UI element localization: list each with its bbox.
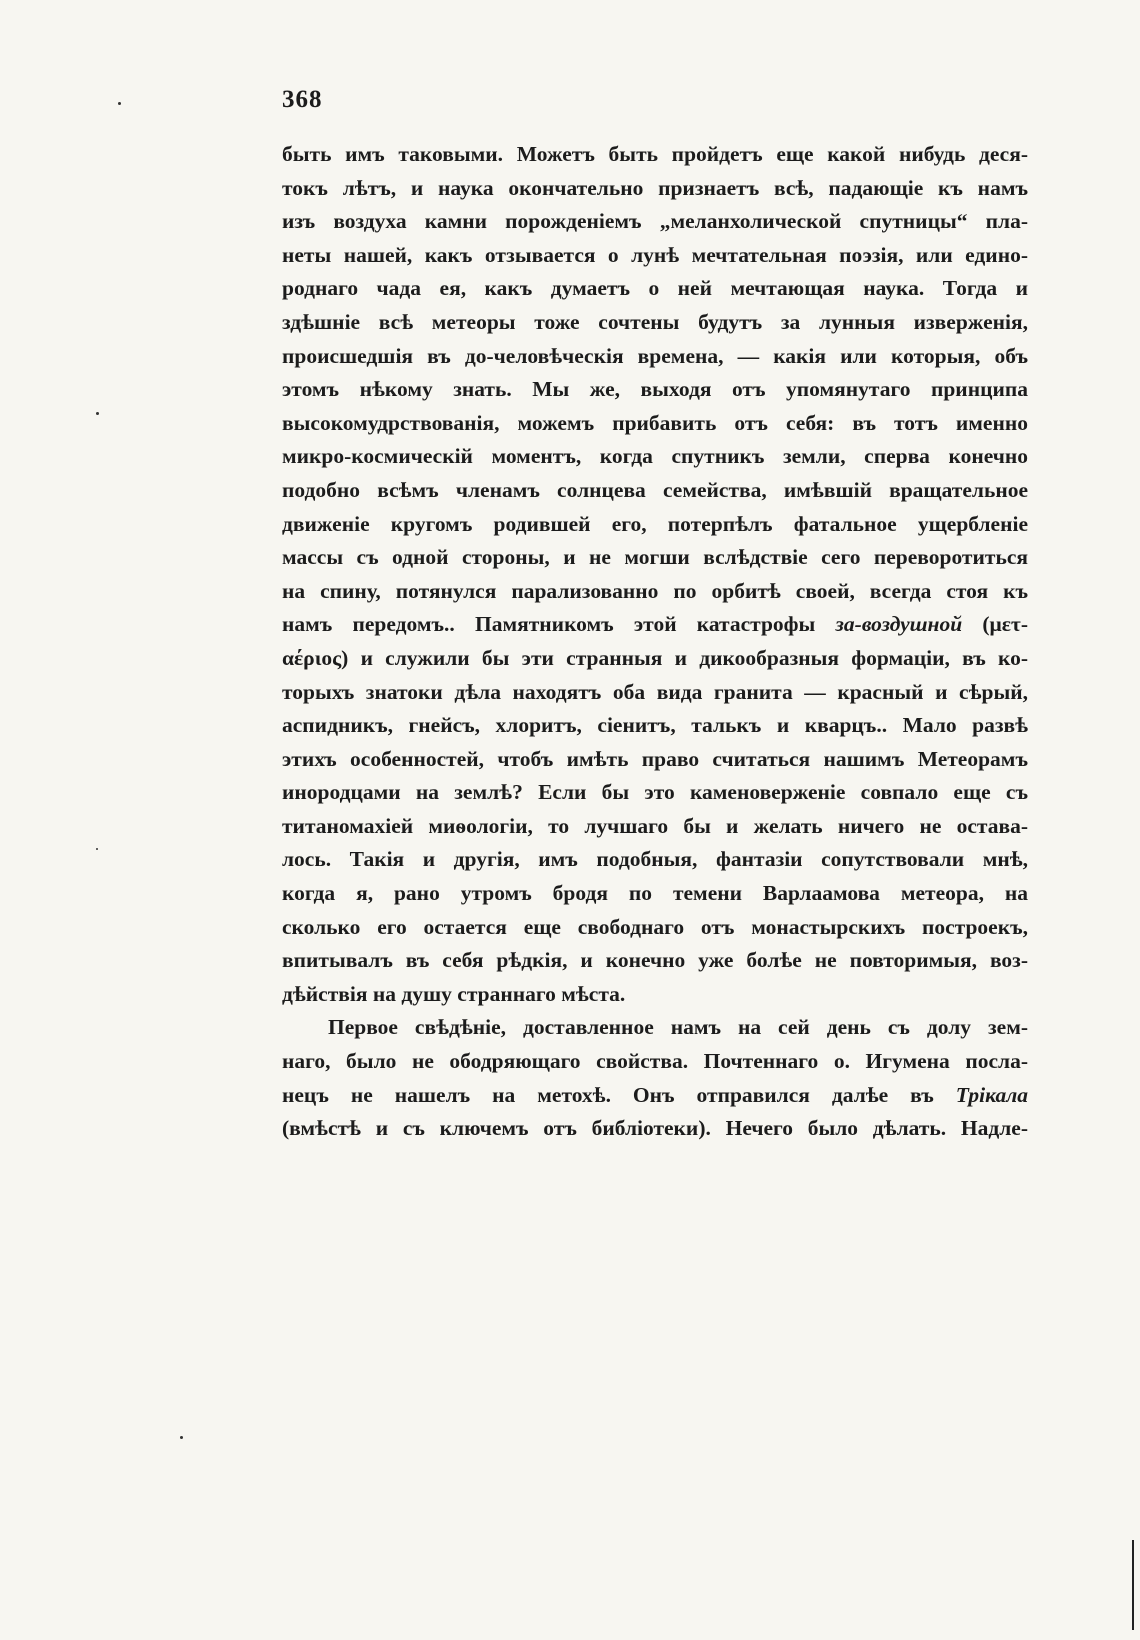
text-line: титаномахіей миѳологіи, то лучшаго бы и желать ничего не остава- (282, 813, 1028, 838)
text-line: здѣшніе всѣ метеоры тоже сочтены будутъ за лунныя изверженія, (282, 309, 1028, 334)
scan-speck (96, 412, 99, 415)
page-number: 368 (282, 86, 323, 113)
text-line: лось. Такія и другія, имъ подобныя, фантазіи сопутствовали мнѣ, (282, 847, 1028, 872)
scan-speck (96, 848, 98, 850)
text-line: массы съ одной стороны, и не могши вслѣдствіе сего перевоpотиться (282, 545, 1028, 570)
text-line: торыхъ знатоки дѣла находятъ оба вида гранита — красный и сѣрый, (282, 679, 1028, 704)
paragraph-1 (282, 138, 1028, 1011)
text-line (282, 1079, 1028, 1113)
text-line: изъ воздуха камни порожденіемъ „меланхолической спутницы“ пла- (282, 209, 1028, 234)
italic-term: Трікала (955, 1082, 1028, 1107)
text-line: неты нашей, какъ отзывается о лунѣ мечтательная поэзія, или едино- (282, 242, 1028, 267)
text-line: движеніе кругомъ родившей его, потерпѣлъ фатальное ущербленіе (282, 511, 1028, 536)
text-line: происшедшія въ до-человѣческія времена, — какія или которыя, объ (282, 343, 1028, 368)
text-line (282, 608, 1028, 642)
italic-term: за-воздушной (835, 612, 963, 637)
text-line: подобно всѣмъ членамъ солнцева семейства, имѣвшій вращательное (282, 477, 1028, 502)
text-line: высокомудрствованія, можемъ прибавить отъ себя: въ тотъ именно (282, 410, 1028, 435)
text-span: намъ передомъ.. Памятникомъ этой катастрофы (282, 612, 836, 637)
paragraph-2 (282, 1011, 1028, 1145)
scan-speck (180, 1436, 183, 1439)
text-line: дѣйствія на душу страннаго мѣста. (282, 981, 626, 1006)
text-line: аспидникъ, гнейсъ, хлоритъ, сіенитъ, талькъ и кварцъ.. Мало развѣ (282, 713, 1028, 738)
text-line: (вмѣстѣ и съ ключемъ отъ библіотеки). Нечего было дѣлать. Надле- (282, 1116, 1028, 1141)
text-span: (μετ- (962, 612, 1028, 637)
text-line: αέριος) и служили бы эти странныя и дикообразныя формаціи, въ ко- (282, 645, 1028, 670)
text-line: наго, было не ободряющаго свойства. Почтеннаго о. Игумена посла- (282, 1049, 1028, 1074)
text-line: впитывалъ въ себя рѣдкія, и конечно уже болѣе не повторимыя, воз- (282, 948, 1028, 973)
text-span: нецъ не нашелъ на метохѣ. Онъ отправился далѣе въ (282, 1082, 956, 1107)
text-line: сколько его остается еще свободнаго отъ монастырскихъ построекъ, (282, 914, 1028, 939)
text-line: микро-космическій моментъ, когда спутникъ земли, сперва конечно (282, 444, 1028, 469)
text-line: токъ лѣтъ, и наука окончательно признаетъ всѣ, падающіе къ намъ (282, 175, 1028, 200)
text-line: инородцами на землѣ? Если бы это каменоверженіе совпало еще съ (282, 780, 1028, 805)
text-line: когда я, рано утромъ бродя по темени Варлаамова метеора, на (282, 881, 1028, 906)
text-line: этихъ особенностей, чтобъ имѣть право считаться нашимъ Метеорамъ (282, 746, 1028, 771)
text-line: роднаго чада ея, какъ думаетъ о ней мечтающая наука. Тогда и (282, 276, 1028, 301)
text-line: на спину, потянулся парализованно по орбитѣ своей, всегда стоя къ (282, 578, 1028, 603)
scan-speck (118, 102, 121, 105)
text-line: быть имъ таковыми. Можетъ быть пройдетъ еще какой нибудь деся- (282, 142, 1028, 166)
text-line: этомъ нѣкому знать. Мы же, выходя отъ упомянутаго принципа (282, 377, 1028, 402)
scan-edge-mark (1132, 1540, 1134, 1630)
body-text (282, 138, 1028, 1146)
text-line: Первое свѣдѣніе, доставленное намъ на сей день съ долу зем- (328, 1015, 1028, 1040)
